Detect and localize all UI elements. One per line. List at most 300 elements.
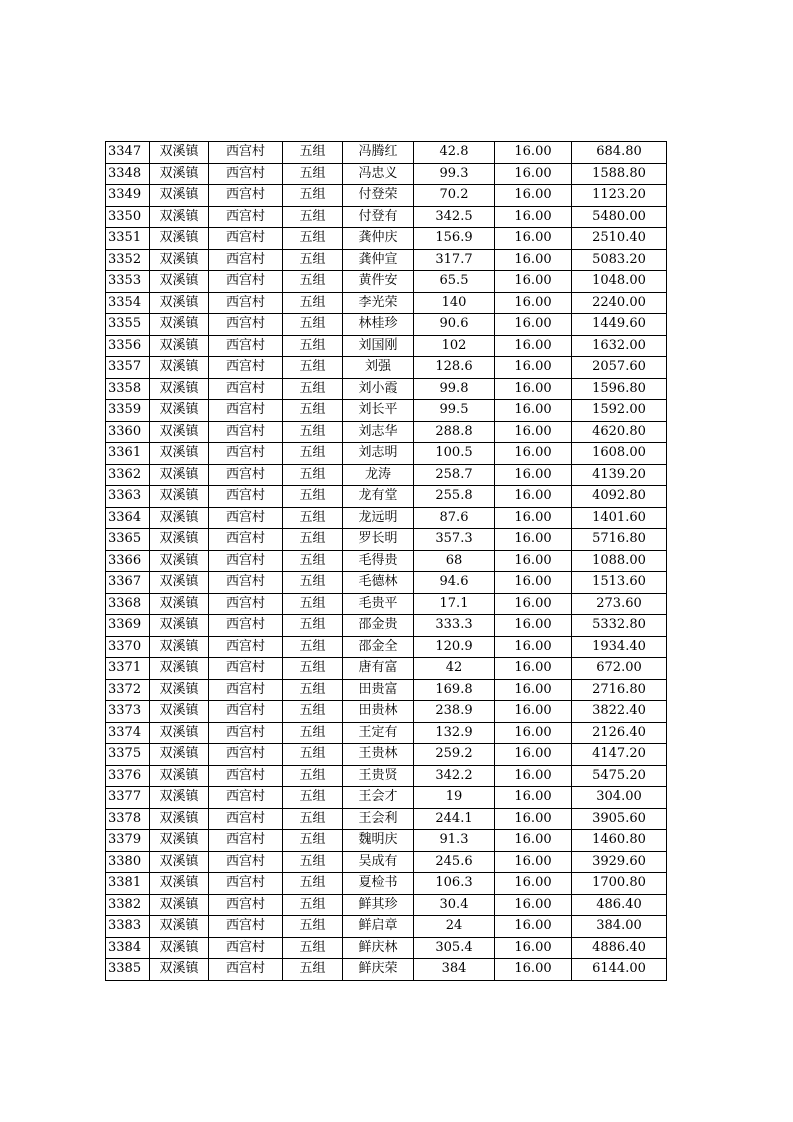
town-cell: 双溪镇 bbox=[150, 615, 209, 637]
row-number-cell: 3347 bbox=[106, 142, 150, 164]
name-cell: 龙有堂 bbox=[343, 486, 414, 508]
town-cell: 双溪镇 bbox=[150, 421, 209, 443]
village-cell: 西宫村 bbox=[209, 163, 283, 185]
table-row bbox=[106, 808, 667, 830]
area-cell: 357.3 bbox=[414, 529, 495, 551]
rate-cell: 16.00 bbox=[495, 378, 572, 400]
table-row bbox=[106, 335, 667, 357]
village-cell: 西宫村 bbox=[209, 959, 283, 981]
rate-cell: 16.00 bbox=[495, 249, 572, 271]
row-number-cell: 3371 bbox=[106, 658, 150, 680]
town-cell: 双溪镇 bbox=[150, 486, 209, 508]
area-cell: 244.1 bbox=[414, 808, 495, 830]
group-cell: 五组 bbox=[283, 357, 343, 379]
rate-cell: 16.00 bbox=[495, 335, 572, 357]
village-cell: 西宫村 bbox=[209, 636, 283, 658]
town-cell: 双溪镇 bbox=[150, 443, 209, 465]
village-cell: 西宫村 bbox=[209, 808, 283, 830]
town-cell: 双溪镇 bbox=[150, 636, 209, 658]
amount-cell: 304.00 bbox=[572, 787, 667, 809]
group-cell: 五组 bbox=[283, 701, 343, 723]
town-cell: 双溪镇 bbox=[150, 894, 209, 916]
group-cell: 五组 bbox=[283, 335, 343, 357]
name-cell: 龙涛 bbox=[343, 464, 414, 486]
village-cell: 西宫村 bbox=[209, 378, 283, 400]
row-number-cell: 3376 bbox=[106, 765, 150, 787]
area-cell: 19 bbox=[414, 787, 495, 809]
amount-cell: 4620.80 bbox=[572, 421, 667, 443]
amount-cell: 3822.40 bbox=[572, 701, 667, 723]
village-cell: 西宫村 bbox=[209, 400, 283, 422]
town-cell: 双溪镇 bbox=[150, 206, 209, 228]
village-cell: 西宫村 bbox=[209, 464, 283, 486]
row-number-cell: 3379 bbox=[106, 830, 150, 852]
row-number-cell: 3352 bbox=[106, 249, 150, 271]
table-row bbox=[106, 959, 667, 981]
group-cell: 五组 bbox=[283, 292, 343, 314]
name-cell: 毛贵平 bbox=[343, 593, 414, 615]
town-cell: 双溪镇 bbox=[150, 335, 209, 357]
rate-cell: 16.00 bbox=[495, 163, 572, 185]
rate-cell: 16.00 bbox=[495, 206, 572, 228]
amount-cell: 1700.80 bbox=[572, 873, 667, 895]
rate-cell: 16.00 bbox=[495, 894, 572, 916]
area-cell: 245.6 bbox=[414, 851, 495, 873]
table-row bbox=[106, 185, 667, 207]
table-row bbox=[106, 916, 667, 938]
name-cell: 唐有富 bbox=[343, 658, 414, 680]
town-cell: 双溪镇 bbox=[150, 701, 209, 723]
village-cell: 西宫村 bbox=[209, 486, 283, 508]
table-row bbox=[106, 894, 667, 916]
table-row bbox=[106, 486, 667, 508]
name-cell: 刘小霞 bbox=[343, 378, 414, 400]
area-cell: 317.7 bbox=[414, 249, 495, 271]
area-cell: 70.2 bbox=[414, 185, 495, 207]
town-cell: 双溪镇 bbox=[150, 787, 209, 809]
area-cell: 288.8 bbox=[414, 421, 495, 443]
amount-cell: 1632.00 bbox=[572, 335, 667, 357]
row-number-cell: 3377 bbox=[106, 787, 150, 809]
group-cell: 五组 bbox=[283, 679, 343, 701]
village-cell: 西宫村 bbox=[209, 421, 283, 443]
rate-cell: 16.00 bbox=[495, 722, 572, 744]
town-cell: 双溪镇 bbox=[150, 550, 209, 572]
town-cell: 双溪镇 bbox=[150, 873, 209, 895]
row-number-cell: 3358 bbox=[106, 378, 150, 400]
town-cell: 双溪镇 bbox=[150, 851, 209, 873]
village-cell: 西宫村 bbox=[209, 271, 283, 293]
amount-cell: 1123.20 bbox=[572, 185, 667, 207]
row-number-cell: 3348 bbox=[106, 163, 150, 185]
area-cell: 342.5 bbox=[414, 206, 495, 228]
amount-cell: 6144.00 bbox=[572, 959, 667, 981]
rate-cell: 16.00 bbox=[495, 421, 572, 443]
area-cell: 259.2 bbox=[414, 744, 495, 766]
area-cell: 128.6 bbox=[414, 357, 495, 379]
table-row bbox=[106, 636, 667, 658]
amount-cell: 1596.80 bbox=[572, 378, 667, 400]
table-row bbox=[106, 314, 667, 336]
town-cell: 双溪镇 bbox=[150, 249, 209, 271]
table-row bbox=[106, 271, 667, 293]
village-cell: 西宫村 bbox=[209, 679, 283, 701]
group-cell: 五组 bbox=[283, 830, 343, 852]
amount-cell: 4147.20 bbox=[572, 744, 667, 766]
rate-cell: 16.00 bbox=[495, 400, 572, 422]
area-cell: 305.4 bbox=[414, 937, 495, 959]
town-cell: 双溪镇 bbox=[150, 185, 209, 207]
row-number-cell: 3365 bbox=[106, 529, 150, 551]
rate-cell: 16.00 bbox=[495, 529, 572, 551]
table-row bbox=[106, 701, 667, 723]
amount-cell: 1588.80 bbox=[572, 163, 667, 185]
row-number-cell: 3375 bbox=[106, 744, 150, 766]
area-cell: 258.7 bbox=[414, 464, 495, 486]
amount-cell: 5083.20 bbox=[572, 249, 667, 271]
row-number-cell: 3380 bbox=[106, 851, 150, 873]
rate-cell: 16.00 bbox=[495, 185, 572, 207]
town-cell: 双溪镇 bbox=[150, 292, 209, 314]
area-cell: 30.4 bbox=[414, 894, 495, 916]
village-cell: 西宫村 bbox=[209, 593, 283, 615]
row-number-cell: 3368 bbox=[106, 593, 150, 615]
group-cell: 五组 bbox=[283, 593, 343, 615]
name-cell: 鲜其珍 bbox=[343, 894, 414, 916]
amount-cell: 1460.80 bbox=[572, 830, 667, 852]
area-cell: 333.3 bbox=[414, 615, 495, 637]
rate-cell: 16.00 bbox=[495, 271, 572, 293]
name-cell: 魏明庆 bbox=[343, 830, 414, 852]
rate-cell: 16.00 bbox=[495, 744, 572, 766]
amount-cell: 2716.80 bbox=[572, 679, 667, 701]
village-cell: 西宫村 bbox=[209, 615, 283, 637]
village-cell: 西宫村 bbox=[209, 335, 283, 357]
name-cell: 邵金贵 bbox=[343, 615, 414, 637]
name-cell: 王贵林 bbox=[343, 744, 414, 766]
area-cell: 65.5 bbox=[414, 271, 495, 293]
group-cell: 五组 bbox=[283, 486, 343, 508]
village-cell: 西宫村 bbox=[209, 787, 283, 809]
group-cell: 五组 bbox=[283, 916, 343, 938]
town-cell: 双溪镇 bbox=[150, 163, 209, 185]
rate-cell: 16.00 bbox=[495, 314, 572, 336]
name-cell: 刘志华 bbox=[343, 421, 414, 443]
table-row bbox=[106, 292, 667, 314]
row-number-cell: 3362 bbox=[106, 464, 150, 486]
area-cell: 99.5 bbox=[414, 400, 495, 422]
row-number-cell: 3356 bbox=[106, 335, 150, 357]
table-row bbox=[106, 744, 667, 766]
row-number-cell: 3374 bbox=[106, 722, 150, 744]
area-cell: 255.8 bbox=[414, 486, 495, 508]
rate-cell: 16.00 bbox=[495, 464, 572, 486]
rate-cell: 16.00 bbox=[495, 550, 572, 572]
amount-cell: 1513.60 bbox=[572, 572, 667, 594]
village-cell: 西宫村 bbox=[209, 185, 283, 207]
table-row bbox=[106, 443, 667, 465]
row-number-cell: 3361 bbox=[106, 443, 150, 465]
rate-cell: 16.00 bbox=[495, 959, 572, 981]
amount-cell: 1934.40 bbox=[572, 636, 667, 658]
village-cell: 西宫村 bbox=[209, 249, 283, 271]
amount-cell: 5716.80 bbox=[572, 529, 667, 551]
rate-cell: 16.00 bbox=[495, 916, 572, 938]
amount-cell: 1401.60 bbox=[572, 507, 667, 529]
village-cell: 西宫村 bbox=[209, 529, 283, 551]
table-row bbox=[106, 163, 667, 185]
rate-cell: 16.00 bbox=[495, 701, 572, 723]
area-cell: 120.9 bbox=[414, 636, 495, 658]
table-row bbox=[106, 679, 667, 701]
town-cell: 双溪镇 bbox=[150, 357, 209, 379]
row-number-cell: 3355 bbox=[106, 314, 150, 336]
town-cell: 双溪镇 bbox=[150, 937, 209, 959]
village-cell: 西宫村 bbox=[209, 507, 283, 529]
rate-cell: 16.00 bbox=[495, 937, 572, 959]
table-row bbox=[106, 378, 667, 400]
village-cell: 西宫村 bbox=[209, 873, 283, 895]
area-cell: 42 bbox=[414, 658, 495, 680]
data-table bbox=[105, 141, 667, 981]
group-cell: 五组 bbox=[283, 400, 343, 422]
name-cell: 鲜庆荣 bbox=[343, 959, 414, 981]
rate-cell: 16.00 bbox=[495, 228, 572, 250]
area-cell: 42.8 bbox=[414, 142, 495, 164]
group-cell: 五组 bbox=[283, 894, 343, 916]
table-row bbox=[106, 529, 667, 551]
rate-cell: 16.00 bbox=[495, 572, 572, 594]
amount-cell: 5480.00 bbox=[572, 206, 667, 228]
name-cell: 王贵贤 bbox=[343, 765, 414, 787]
village-cell: 西宫村 bbox=[209, 765, 283, 787]
rate-cell: 16.00 bbox=[495, 593, 572, 615]
amount-cell: 1608.00 bbox=[572, 443, 667, 465]
area-cell: 68 bbox=[414, 550, 495, 572]
group-cell: 五组 bbox=[283, 744, 343, 766]
village-cell: 西宫村 bbox=[209, 722, 283, 744]
row-number-cell: 3373 bbox=[106, 701, 150, 723]
town-cell: 双溪镇 bbox=[150, 830, 209, 852]
village-cell: 西宫村 bbox=[209, 206, 283, 228]
row-number-cell: 3357 bbox=[106, 357, 150, 379]
town-cell: 双溪镇 bbox=[150, 679, 209, 701]
village-cell: 西宫村 bbox=[209, 937, 283, 959]
amount-cell: 4886.40 bbox=[572, 937, 667, 959]
area-cell: 132.9 bbox=[414, 722, 495, 744]
area-cell: 342.2 bbox=[414, 765, 495, 787]
group-cell: 五组 bbox=[283, 163, 343, 185]
table-row bbox=[106, 765, 667, 787]
name-cell: 鲜庆林 bbox=[343, 937, 414, 959]
town-cell: 双溪镇 bbox=[150, 744, 209, 766]
row-number-cell: 3351 bbox=[106, 228, 150, 250]
group-cell: 五组 bbox=[283, 142, 343, 164]
group-cell: 五组 bbox=[283, 378, 343, 400]
table-row bbox=[106, 206, 667, 228]
row-number-cell: 3384 bbox=[106, 937, 150, 959]
area-cell: 94.6 bbox=[414, 572, 495, 594]
amount-cell: 4092.80 bbox=[572, 486, 667, 508]
amount-cell: 2057.60 bbox=[572, 357, 667, 379]
rate-cell: 16.00 bbox=[495, 507, 572, 529]
name-cell: 龚仲宣 bbox=[343, 249, 414, 271]
amount-cell: 4139.20 bbox=[572, 464, 667, 486]
name-cell: 毛得贵 bbox=[343, 550, 414, 572]
name-cell: 龙远明 bbox=[343, 507, 414, 529]
area-cell: 91.3 bbox=[414, 830, 495, 852]
area-cell: 90.6 bbox=[414, 314, 495, 336]
village-cell: 西宫村 bbox=[209, 572, 283, 594]
name-cell: 田贵林 bbox=[343, 701, 414, 723]
town-cell: 双溪镇 bbox=[150, 765, 209, 787]
rate-cell: 16.00 bbox=[495, 787, 572, 809]
amount-cell: 3905.60 bbox=[572, 808, 667, 830]
town-cell: 双溪镇 bbox=[150, 572, 209, 594]
table-row bbox=[106, 228, 667, 250]
table-row bbox=[106, 249, 667, 271]
name-cell: 王定有 bbox=[343, 722, 414, 744]
village-cell: 西宫村 bbox=[209, 357, 283, 379]
group-cell: 五组 bbox=[283, 421, 343, 443]
group-cell: 五组 bbox=[283, 206, 343, 228]
table-row bbox=[106, 421, 667, 443]
row-number-cell: 3354 bbox=[106, 292, 150, 314]
name-cell: 黄件安 bbox=[343, 271, 414, 293]
group-cell: 五组 bbox=[283, 314, 343, 336]
table-row bbox=[106, 787, 667, 809]
name-cell: 李光荣 bbox=[343, 292, 414, 314]
name-cell: 付登荣 bbox=[343, 185, 414, 207]
rate-cell: 16.00 bbox=[495, 851, 572, 873]
town-cell: 双溪镇 bbox=[150, 142, 209, 164]
rate-cell: 16.00 bbox=[495, 679, 572, 701]
amount-cell: 672.00 bbox=[572, 658, 667, 680]
table-row bbox=[106, 830, 667, 852]
town-cell: 双溪镇 bbox=[150, 314, 209, 336]
rate-cell: 16.00 bbox=[495, 142, 572, 164]
village-cell: 西宫村 bbox=[209, 851, 283, 873]
row-number-cell: 3353 bbox=[106, 271, 150, 293]
area-cell: 102 bbox=[414, 335, 495, 357]
name-cell: 冯腾红 bbox=[343, 142, 414, 164]
row-number-cell: 3359 bbox=[106, 400, 150, 422]
town-cell: 双溪镇 bbox=[150, 722, 209, 744]
town-cell: 双溪镇 bbox=[150, 271, 209, 293]
name-cell: 罗长明 bbox=[343, 529, 414, 551]
village-cell: 西宫村 bbox=[209, 658, 283, 680]
row-number-cell: 3382 bbox=[106, 894, 150, 916]
name-cell: 刘强 bbox=[343, 357, 414, 379]
name-cell: 夏检书 bbox=[343, 873, 414, 895]
table-row bbox=[106, 572, 667, 594]
amount-cell: 5475.20 bbox=[572, 765, 667, 787]
town-cell: 双溪镇 bbox=[150, 378, 209, 400]
village-cell: 西宫村 bbox=[209, 292, 283, 314]
group-cell: 五组 bbox=[283, 443, 343, 465]
group-cell: 五组 bbox=[283, 873, 343, 895]
group-cell: 五组 bbox=[283, 615, 343, 637]
row-number-cell: 3364 bbox=[106, 507, 150, 529]
group-cell: 五组 bbox=[283, 529, 343, 551]
town-cell: 双溪镇 bbox=[150, 808, 209, 830]
name-cell: 王会利 bbox=[343, 808, 414, 830]
group-cell: 五组 bbox=[283, 851, 343, 873]
table-row bbox=[106, 937, 667, 959]
name-cell: 龚仲庆 bbox=[343, 228, 414, 250]
area-cell: 384 bbox=[414, 959, 495, 981]
area-cell: 140 bbox=[414, 292, 495, 314]
area-cell: 17.1 bbox=[414, 593, 495, 615]
town-cell: 双溪镇 bbox=[150, 507, 209, 529]
amount-cell: 2240.00 bbox=[572, 292, 667, 314]
row-number-cell: 3363 bbox=[106, 486, 150, 508]
rate-cell: 16.00 bbox=[495, 658, 572, 680]
area-cell: 238.9 bbox=[414, 701, 495, 723]
rate-cell: 16.00 bbox=[495, 873, 572, 895]
table-row bbox=[106, 593, 667, 615]
table-row bbox=[106, 615, 667, 637]
village-cell: 西宫村 bbox=[209, 142, 283, 164]
rate-cell: 16.00 bbox=[495, 830, 572, 852]
rate-cell: 16.00 bbox=[495, 292, 572, 314]
table-row bbox=[106, 722, 667, 744]
name-cell: 刘长平 bbox=[343, 400, 414, 422]
amount-cell: 2510.40 bbox=[572, 228, 667, 250]
area-cell: 100.5 bbox=[414, 443, 495, 465]
table-row bbox=[106, 464, 667, 486]
area-cell: 106.3 bbox=[414, 873, 495, 895]
village-cell: 西宫村 bbox=[209, 830, 283, 852]
row-number-cell: 3378 bbox=[106, 808, 150, 830]
village-cell: 西宫村 bbox=[209, 916, 283, 938]
name-cell: 毛德林 bbox=[343, 572, 414, 594]
rate-cell: 16.00 bbox=[495, 357, 572, 379]
row-number-cell: 3370 bbox=[106, 636, 150, 658]
row-number-cell: 3385 bbox=[106, 959, 150, 981]
village-cell: 西宫村 bbox=[209, 744, 283, 766]
name-cell: 付登有 bbox=[343, 206, 414, 228]
table-row bbox=[106, 851, 667, 873]
amount-cell: 3929.60 bbox=[572, 851, 667, 873]
group-cell: 五组 bbox=[283, 228, 343, 250]
amount-cell: 273.60 bbox=[572, 593, 667, 615]
group-cell: 五组 bbox=[283, 765, 343, 787]
group-cell: 五组 bbox=[283, 808, 343, 830]
amount-cell: 384.00 bbox=[572, 916, 667, 938]
area-cell: 156.9 bbox=[414, 228, 495, 250]
row-number-cell: 3367 bbox=[106, 572, 150, 594]
town-cell: 双溪镇 bbox=[150, 400, 209, 422]
group-cell: 五组 bbox=[283, 787, 343, 809]
amount-cell: 1088.00 bbox=[572, 550, 667, 572]
row-number-cell: 3383 bbox=[106, 916, 150, 938]
village-cell: 西宫村 bbox=[209, 314, 283, 336]
group-cell: 五组 bbox=[283, 722, 343, 744]
row-number-cell: 3366 bbox=[106, 550, 150, 572]
group-cell: 五组 bbox=[283, 959, 343, 981]
village-cell: 西宫村 bbox=[209, 443, 283, 465]
area-cell: 169.8 bbox=[414, 679, 495, 701]
area-cell: 87.6 bbox=[414, 507, 495, 529]
group-cell: 五组 bbox=[283, 572, 343, 594]
rate-cell: 16.00 bbox=[495, 443, 572, 465]
town-cell: 双溪镇 bbox=[150, 529, 209, 551]
row-number-cell: 3349 bbox=[106, 185, 150, 207]
amount-cell: 486.40 bbox=[572, 894, 667, 916]
row-number-cell: 3369 bbox=[106, 615, 150, 637]
amount-cell: 5332.80 bbox=[572, 615, 667, 637]
